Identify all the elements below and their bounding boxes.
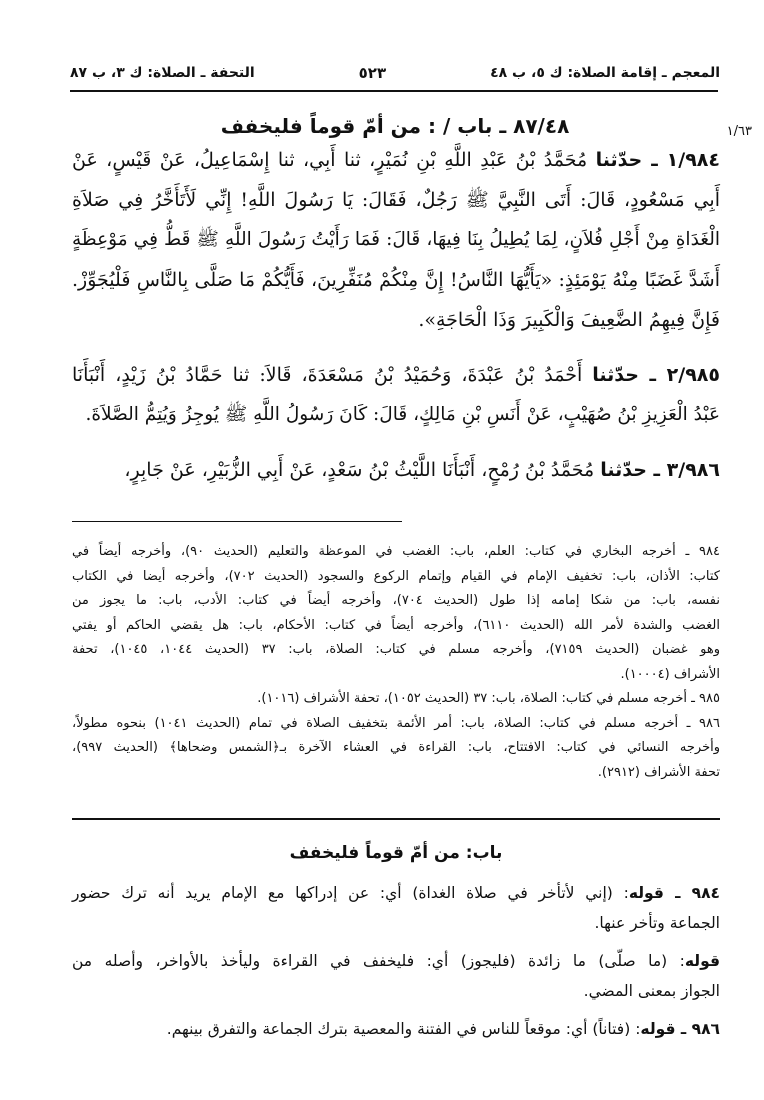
commentary-divider bbox=[72, 818, 720, 820]
chapter-title: ٨٧/٤٨ ـ باب / : من أمّ قوماً فليخفف bbox=[220, 114, 570, 138]
commentary-line: قوله: (ما صلّى) ما زائدة (فليجوز) أي: فليخفف في القراءة وليأخذ بالأواخر، وأصله من bbox=[72, 952, 720, 970]
hadith-line: عَبْدُ الْعَزِيزِ بْنُ صُهَيْبٍ، عَنْ أَنَسِ بْنِ مَالِكٍ، قَالَ: كَانَ رَسُولُ اللَّهِ ﷺ يُوجِزُ وَيُتِمُّ الصَّلاَةَ. bbox=[85, 404, 720, 425]
footnote-line: الغضب والشدة لأمر الله (الحديث ٦١١٠)، وأخرجه أيضاً في كتاب: الأحكام، باب: هل يقضي الحاكم أو يفتي bbox=[72, 617, 720, 633]
footnote-line: كتاب: الأذان، باب: تخفيف الإمام في القيام وإتمام الركوع والسجود (الحديث ٧٠٢)، وأخرجه أيضا في الكتاب bbox=[72, 568, 720, 584]
hadith-line: فَإِنَّ فِيهِمُ الضَّعِيفَ وَالْكَبِيرَ وَذَا الْحَاجَةِ». bbox=[418, 309, 720, 331]
commentary-jawaz bbox=[72, 946, 720, 1006]
header-left-reference: التحفة ـ الصلاة: ك ٣، ب ٨٧ bbox=[70, 65, 255, 81]
commentary-lead: ٩٨٤ ـ قوله bbox=[628, 884, 721, 902]
hadith-number: ١/٩٨٤ ـ حدّثنا bbox=[595, 149, 720, 171]
hadith-line: الْغَدَاةِ مِنْ أَجْلِ فُلاَنٍ، لِمَا يُطِيلُ بِنَا فِيهَا، قَالَ: فَمَا رَأَيْتُ رَسُولَ اللَّهِ ﷺ قَطُّ فِي مَوْعِظَةٍ bbox=[72, 229, 720, 250]
running-header bbox=[70, 58, 720, 88]
page-number: ٥٢٣ bbox=[358, 64, 387, 82]
margin-reference: ١/٦٣ bbox=[726, 124, 752, 139]
hadith-line: ٢/٩٨٥ ـ حدّثنا أَحْمَدُ بْنُ عَبْدَةَ، وَحُمَيْدُ بْنُ مَسْعَدَةَ، قَالاَ: ثنا حَمَّادُ بْنُ زَيْدٍ، أَنْبَأَنَا bbox=[72, 364, 720, 386]
footnote-line: وأخرجه النسائي في كتاب: الافتتاح، باب: القراءة في العشاء الآخرة بـ﴿الشمس وضحاها﴾ (الحديث ٩٩٧)، bbox=[72, 740, 720, 755]
hadith-985 bbox=[72, 355, 720, 435]
footnote-divider bbox=[72, 521, 402, 522]
hadith-line: أَشَدَّ غَضَبًا مِنْهُ يَوْمَئِذٍ: «يَأَيُّهَا النَّاسُ! إِنَّ مِنْكُمْ مُنَفِّرِينَ، فَأَيُّكُمْ مَا صَلَّى بِالنَّاسِ فَلْيُجَوِّزْ. bbox=[72, 269, 720, 291]
footnote-line: تحفة الأشراف (٢٩١٢). bbox=[597, 764, 720, 780]
footnote-line: وهو غضبان (الحديث ٧١٥٩)، وأخرجه مسلم في كتاب: الصلاة، باب: ٣٧ (الحديث ١٠٤٤، ١٠٤٥)، تحفة bbox=[72, 642, 720, 657]
commentary-line: الجماعة وتأخر عنها. bbox=[594, 914, 720, 932]
commentary-984 bbox=[72, 878, 720, 938]
hadith-line: ١/٩٨٤ ـ حدّثنا مُحَمَّدُ بْنُ عَبْدِ اللَّهِ بْنِ نُمَيْرٍ، ثنا أَبِي، ثنا إِسْمَاعِيلُ، عَنْ قَيْسٍ، عَنْ bbox=[72, 149, 720, 171]
footnotes bbox=[72, 540, 720, 785]
commentary-line: الجواز بمعنى المضي. bbox=[583, 982, 720, 1000]
footnote-line: ٩٨٦ ـ أخرجه مسلم في كتاب: الصلاة، باب: أمر الأئمة بتخفيف الصلاة في تمام (الحديث ١٠٤١) بنحوه مطولاً، bbox=[72, 715, 720, 731]
footnote-line: ٩٨٥ ـ أخرجه مسلم في كتاب: الصلاة، باب: ٣٧ (الحديث ١٠٥٢)، تحفة الأشراف (١٠١٦). bbox=[257, 691, 720, 706]
commentary-line: ٩٨٤ ـ قوله: (إني لأتأخر في صلاة الغداة) أي: عن إدراكها مع الإمام يريد أنه ترك حضور bbox=[72, 884, 721, 902]
commentary-lead: ٩٨٦ ـ قوله bbox=[640, 1020, 720, 1038]
footnote-line: الأشراف (١٠٠٠٤). bbox=[620, 666, 720, 682]
header-right-reference: المعجم ـ إقامة الصلاة: ك ٥، ب ٤٨ bbox=[490, 65, 720, 81]
commentary-lead: قوله bbox=[684, 952, 720, 970]
hadith-986 bbox=[72, 450, 720, 490]
footnote-line: ٩٨٤ ـ أخرجه البخاري في كتاب: العلم، باب: الغضب في الموعظة والتعليم (الحديث ٩٠)، وأخرجه أيضاً في bbox=[72, 544, 720, 559]
commentary-986 bbox=[72, 1014, 720, 1044]
commentary-line: ٩٨٦ ـ قوله: (فتاناً) أي: موقعاً للناس في الفتنة والمعصية بترك الجماعة والتفرق بينهم. bbox=[166, 1020, 720, 1038]
header-rule bbox=[70, 90, 718, 92]
commentary-title: باب: من أمّ قوماً فليخفف bbox=[289, 843, 503, 863]
hadith-number: ٣/٩٨٦ ـ حدّثنا bbox=[600, 459, 720, 481]
hadith-984 bbox=[72, 140, 720, 340]
hadith-line: أَبِي مَسْعُودٍ، قَالَ: أَتَى النَّبِيَّ ﷺ رَجُلٌ، فَقَالَ: يَا رَسُولَ اللَّهِ! إِنِّي لَأَتَأَخَّرُ فِي صَلاَةِ bbox=[72, 189, 720, 211]
hadith-number: ٢/٩٨٥ ـ حدّثنا bbox=[592, 364, 720, 386]
footnote-line: نفسه، باب: من شكا إمامه إذا طول (الحديث ٧٠٤)، وأخرجه أيضاً في كتاب: الأدب، باب: ما يجوز من bbox=[72, 593, 720, 608]
hadith-line: ٣/٩٨٦ ـ حدّثنا مُحَمَّدُ بْنُ رُمْحٍ، أَنْبَأَنَا اللَّيْثُ بْنُ سَعْدٍ، عَنْ أَبِي الزُّبَيْرِ، عَنْ جَابِرٍ، bbox=[124, 459, 720, 481]
